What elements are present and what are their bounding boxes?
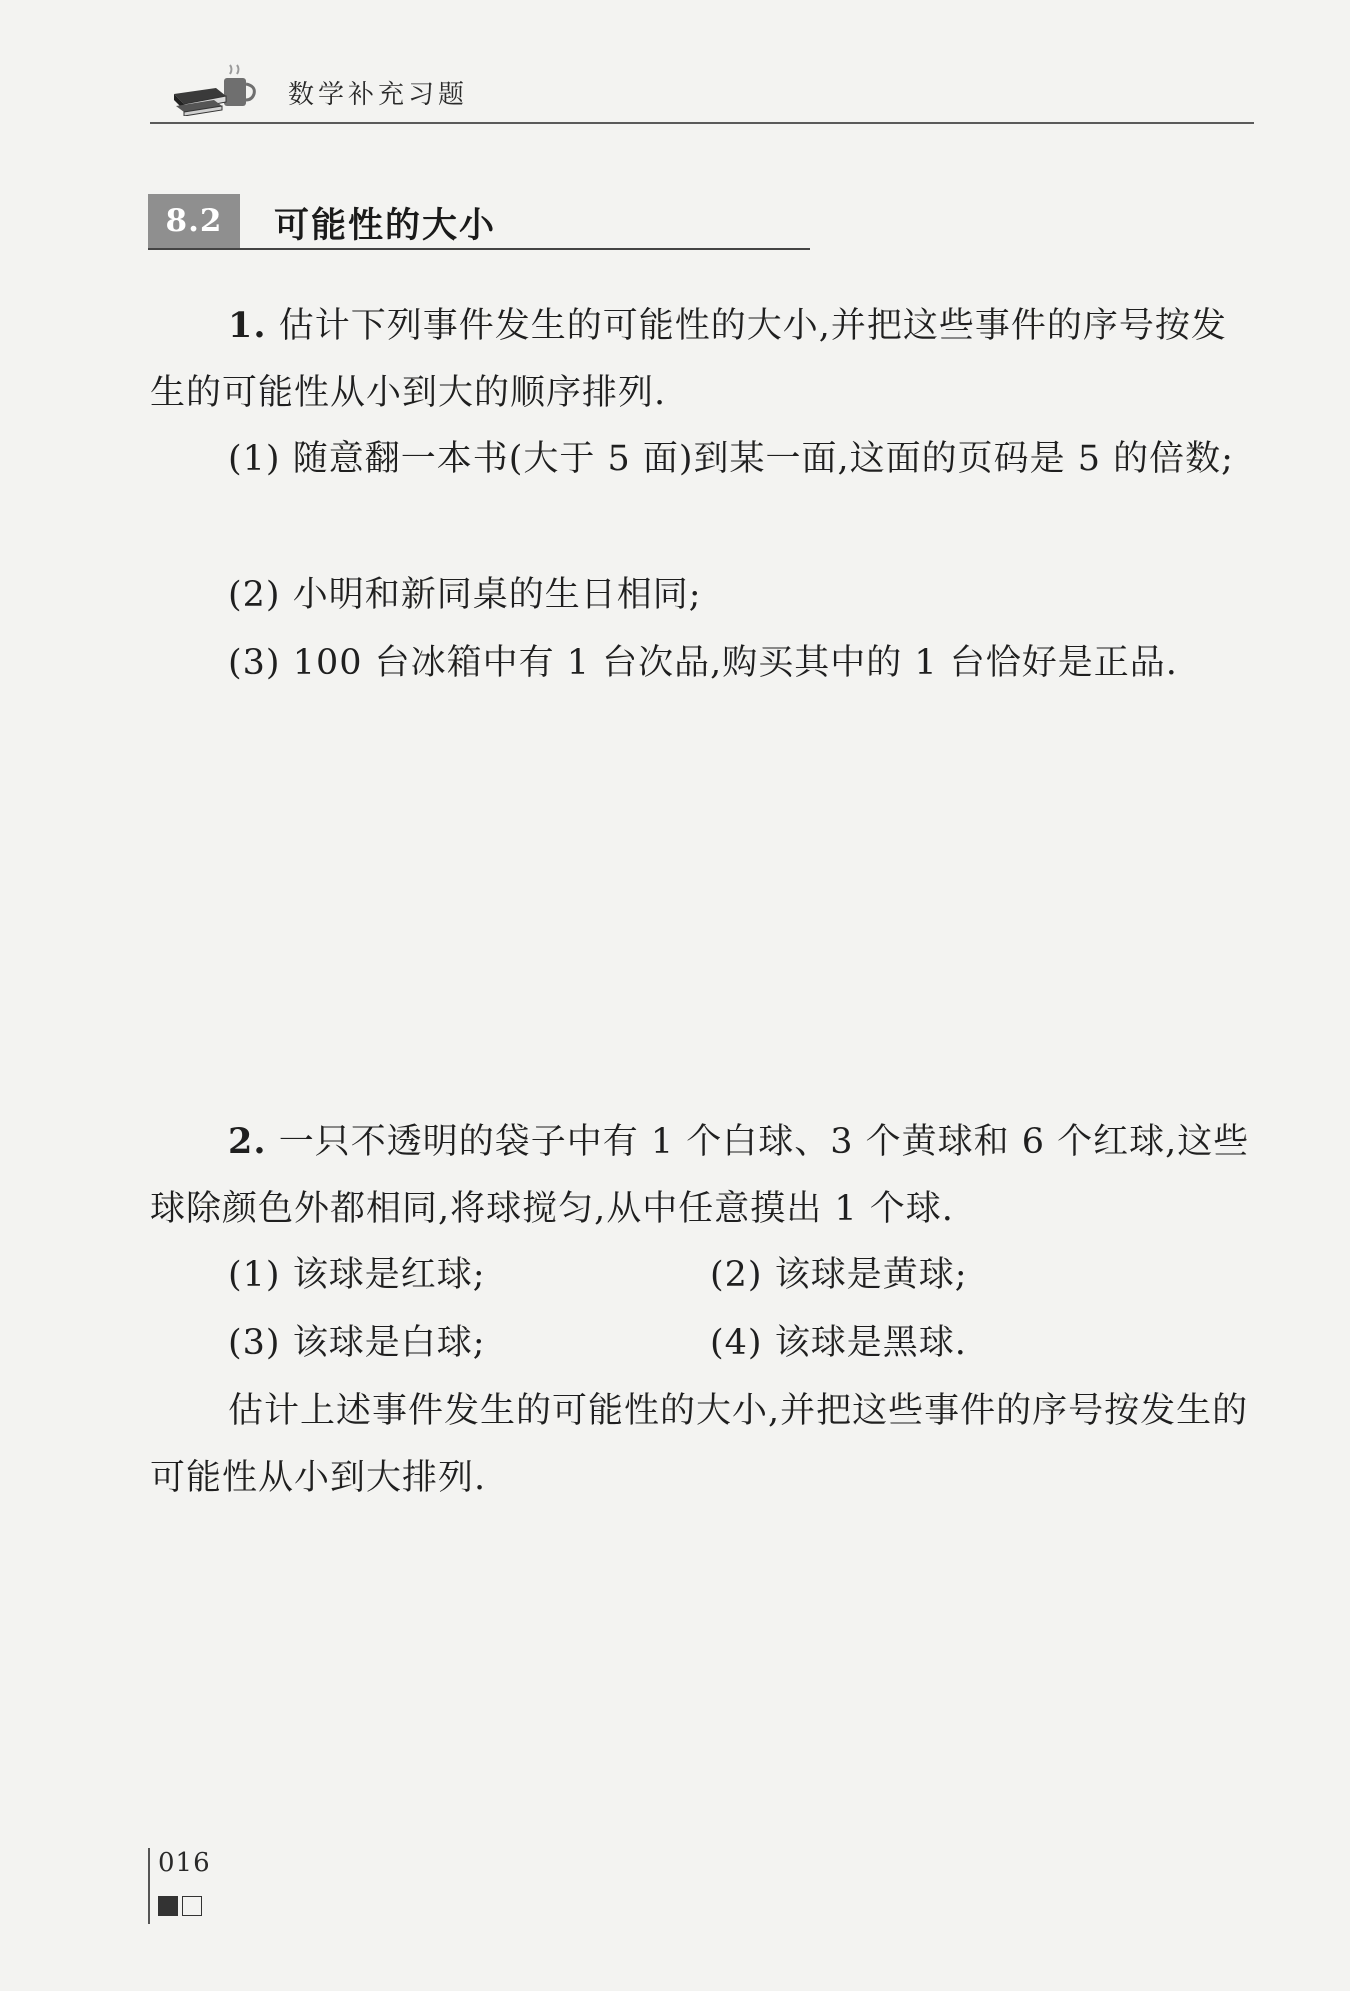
question-2-item-4: (4) 该球是黑球. <box>710 1323 967 1363</box>
question-2-item-2: (2) 该球是黄球; <box>710 1255 968 1295</box>
question-1-item-2: (2) 小明和新同桌的生日相同; <box>228 575 702 615</box>
book-title: 数学补充习题 <box>288 80 469 110</box>
question-2-number: 2. <box>228 1121 267 1162</box>
empty-square-icon <box>182 1896 202 1916</box>
question-1-item-1: (1) 随意翻一本书(大于 5 面)到某一面,这面的页码是 5 的倍数; <box>228 439 1234 479</box>
section-title: 可能性的大小 <box>274 206 497 246</box>
running-header <box>150 60 1254 124</box>
footer-rule <box>148 1848 150 1924</box>
question-1-item-3: (3) 100 台冰箱中有 1 台次品,购买其中的 1 台恰好是正品. <box>228 643 1178 683</box>
question-1-number: 1. <box>228 305 267 346</box>
question-2-followup: 估计上述事件发生的可能性的大小,并把这些事件的序号按发生的可能性从小到大排列. <box>150 1391 1249 1498</box>
page-footer <box>148 1848 228 1928</box>
question-1-text: 估计下列事件发生的可能性的大小,并把这些事件的序号按发生的可能性从小到大的顺序排列. <box>150 306 1227 413</box>
question-2-item-3: (3) 该球是白球; <box>228 1323 486 1363</box>
question-1 <box>150 292 1250 427</box>
section-heading <box>148 194 810 250</box>
header-rule <box>150 122 1254 124</box>
section-rule <box>148 248 810 250</box>
question-2-item-1: (1) 该球是红球; <box>228 1255 486 1295</box>
question-2-text: 一只不透明的袋子中有 1 个白球、3 个黄球和 6 个红球,这些球除颜色外都相同,将球搅匀,从中任意摸出 1 个球. <box>150 1122 1250 1229</box>
section-number: 8.2 <box>148 194 240 248</box>
filled-square-icon <box>158 1896 178 1916</box>
page-number: 016 <box>158 1848 211 1878</box>
question-2 <box>150 1108 1250 1243</box>
books-and-cup-icon <box>170 64 260 116</box>
